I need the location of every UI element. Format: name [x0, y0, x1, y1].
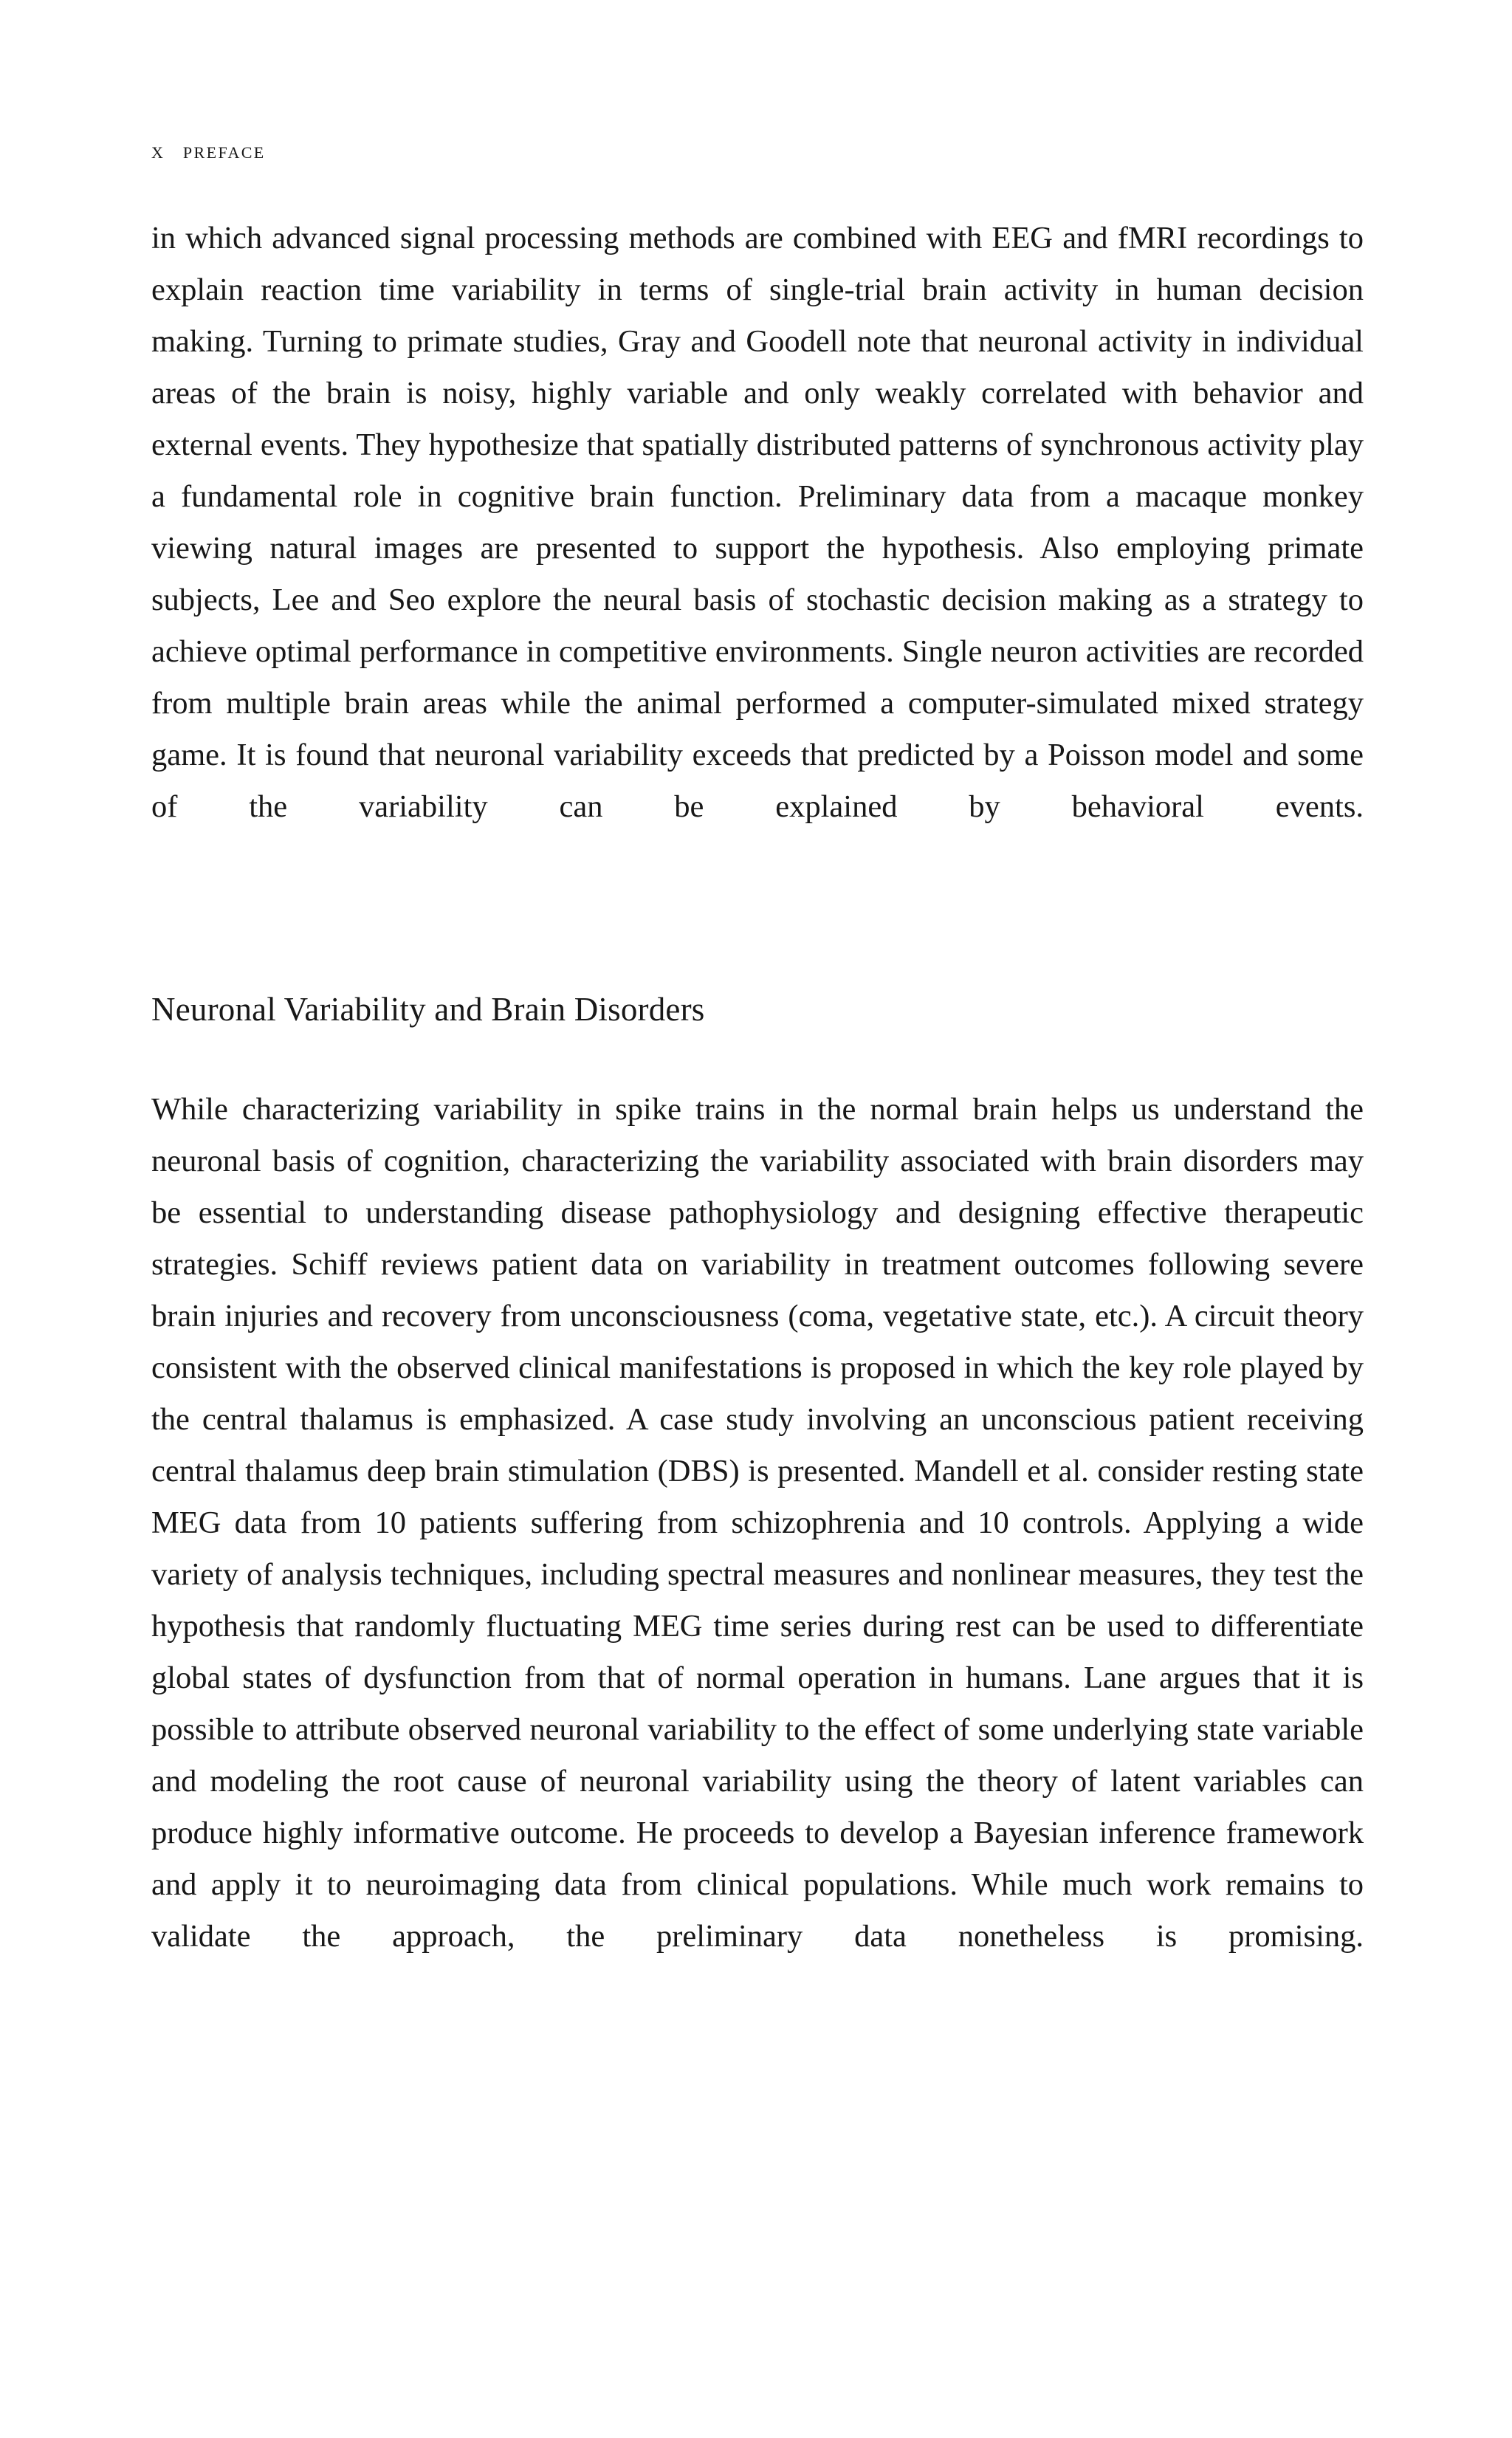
- section-heading: Neuronal Variability and Brain Disorders: [151, 991, 705, 1028]
- spacer-above-heading: [151, 885, 1364, 983]
- spacer-below-heading: [151, 1035, 1364, 1084]
- paragraph-continued-from-previous-page: in which advanced signal processing methods are combined with EEG and fMRI recordings to explain reaction time variability in terms of single-trial brain activity in human decision making. Turning to primate studies, Gray and Goodell note that neuronal activity in individual areas of the brain is noisy, highly variable and only weakly correlated with behavior and external events. They hypothesize that spatially distributed patterns of synchronous activity play a fundamental role in cognitive brain function. Preliminary data from a macaque monkey viewing natural images are presented to support the hypothesis. Also employing primate subjects, Lee and Seo explore the neural basis of stochastic decision making as a strategy to achieve optimal performance in competitive environments. Single neuron activities are recorded from multiple brain areas while the animal performed a computer-simulated mixed strategy game. It is found that neuronal variability exceeds that predicted by a Poisson model and some of the variability can be explained by behavioral events.: [151, 221, 1364, 824]
- running-head: [151, 139, 1364, 162]
- paragraph-brain-disorders: While characterizing variability in spike trains in the normal brain helps us understand the neuronal basis of cognition, characterizing the variability associated with brain disorders may be essential to understanding disease pathophysiology and designing effective therapeutic strategies. Schiff reviews patient data on variability in treatment outcomes following severe brain injuries and recovery from unconsciousness (coma, vegetative state, etc.). A circuit theory consistent with the observed clinical manifestations is proposed in which the key role played by the central thalamus is emphasized. A case study involving an unconscious patient receiving central thalamus deep brain stimulation (DBS) is presented. Mandell et al. consider resting state MEG data from 10 patients suffering from schizophrenia and 10 controls. Applying a wide variety of analysis techniques, including spectral measures and nonlinear measures, they test the hypothesis that randomly fluctuating MEG time series during rest can be used to differentiate global states of dysfunction from that of normal operation in humans. Lane argues that it is possible to attribute observed neuronal variability to the effect of some underlying state variable and modeling the root cause of neuronal variability using the theory of latent variables can produce highly informative outcome. He proceeds to develop a Bayesian inference framework and apply it to neuroimaging data from clinical populations. While much work remains to validate the approach, the preliminary data nonetheless is promising.: [151, 1092, 1364, 1954]
- running-head-title: preface: [182, 137, 266, 163]
- body-text-block: [151, 213, 1364, 2014]
- page-folio-number: x: [151, 137, 164, 163]
- page-content: [151, 0, 1364, 2014]
